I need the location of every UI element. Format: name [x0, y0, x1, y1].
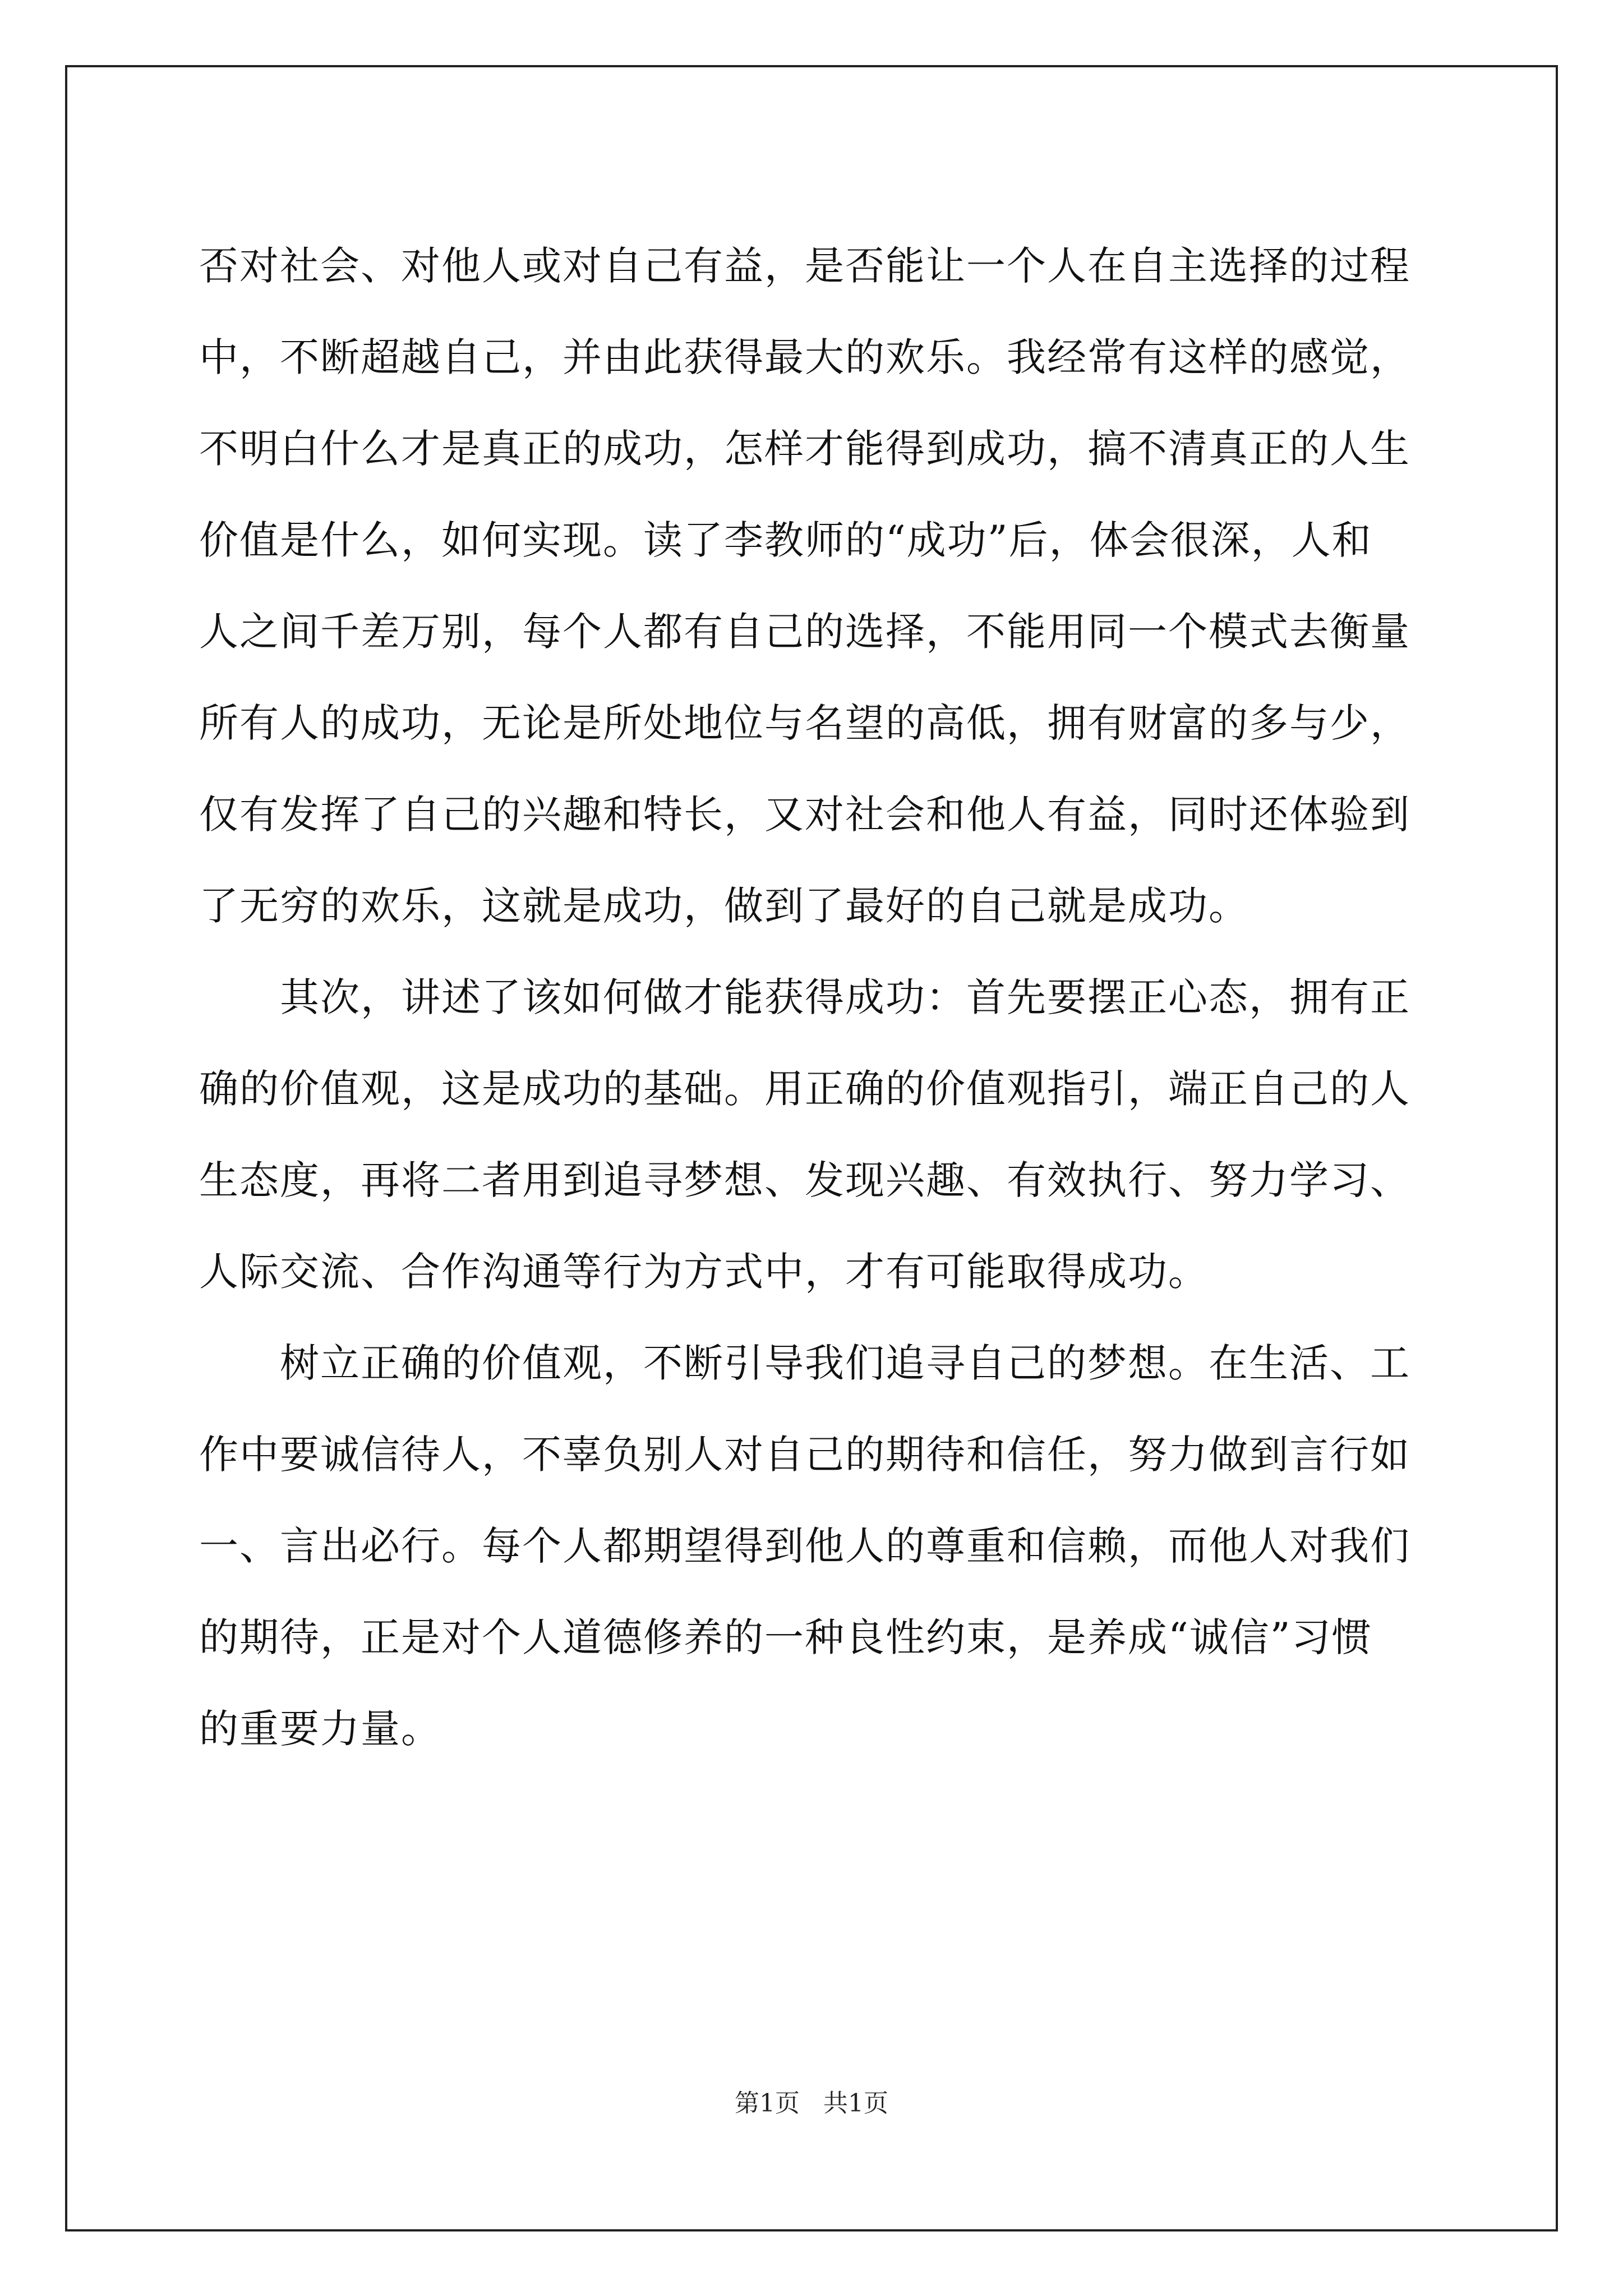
- text-line: 不明白什么才是真正的成功，怎样才能得到成功，搞不清真正的人生: [199, 426, 1410, 472]
- text-line: 树立正确的价值观，不断引导我们追寻自己的梦想。在生活、工: [199, 1340, 1410, 1386]
- text-line: 人之间千差万别，每个人都有自己的选择，不能用同一个模式去衡量: [199, 609, 1410, 655]
- text-line: 作中要诚信待人，不辜负别人对自己的期待和信任，努力做到言行如: [199, 1432, 1410, 1478]
- text-line: 的期待，正是对个人道德修养的一种良性约束，是养成“诚信”习惯: [199, 1614, 1372, 1660]
- text-line: 其次，讲述了该如何做才能获得成功：首先要摆正心态，拥有正: [199, 974, 1410, 1020]
- paragraph: [199, 1318, 1424, 1775]
- text-line: 的重要力量。: [199, 1706, 441, 1752]
- page-number: 第1页: [735, 2089, 800, 2118]
- text-line: 生态度，再将二者用到追寻梦想、发现兴趣、有效执行、努力学习、: [199, 1157, 1410, 1203]
- text-line: 一、言出必行。每个人都期望得到他人的尊重和信赖，而他人对我们: [199, 1523, 1410, 1569]
- text-line: 所有人的成功，无论是所处地位与名望的高低，拥有财富的多与少，: [199, 700, 1410, 746]
- paragraph: [199, 220, 1424, 952]
- text-line: 中，不断超越自己，并由此获得最大的欢乐。我经常有这样的感觉，: [199, 334, 1410, 380]
- text-line: 价值是什么，如何实现。读了李教师的“成功”后，体会很深，人和: [199, 517, 1372, 563]
- page-total: 共1页: [823, 2089, 888, 2118]
- document-body: [199, 220, 1424, 1775]
- page-footer: [0, 2087, 1623, 2120]
- text-line: 了无穷的欢乐，这就是成功，做到了最好的自己就是成功。: [199, 883, 1249, 929]
- paragraph: [199, 952, 1424, 1318]
- text-line: 否对社会、对他人或对自己有益，是否能让一个人在自主选择的过程: [199, 243, 1410, 289]
- text-line: 人际交流、合作沟通等行为方式中，才有可能取得成功。: [199, 1249, 1209, 1295]
- text-line: 仅有发挥了自己的兴趣和特长，又对社会和他人有益，同时还体验到: [199, 792, 1410, 838]
- text-line: 确的价值观，这是成功的基础。用正确的价值观指引，端正自己的人: [199, 1066, 1410, 1112]
- footer-spacer: [800, 2089, 823, 2118]
